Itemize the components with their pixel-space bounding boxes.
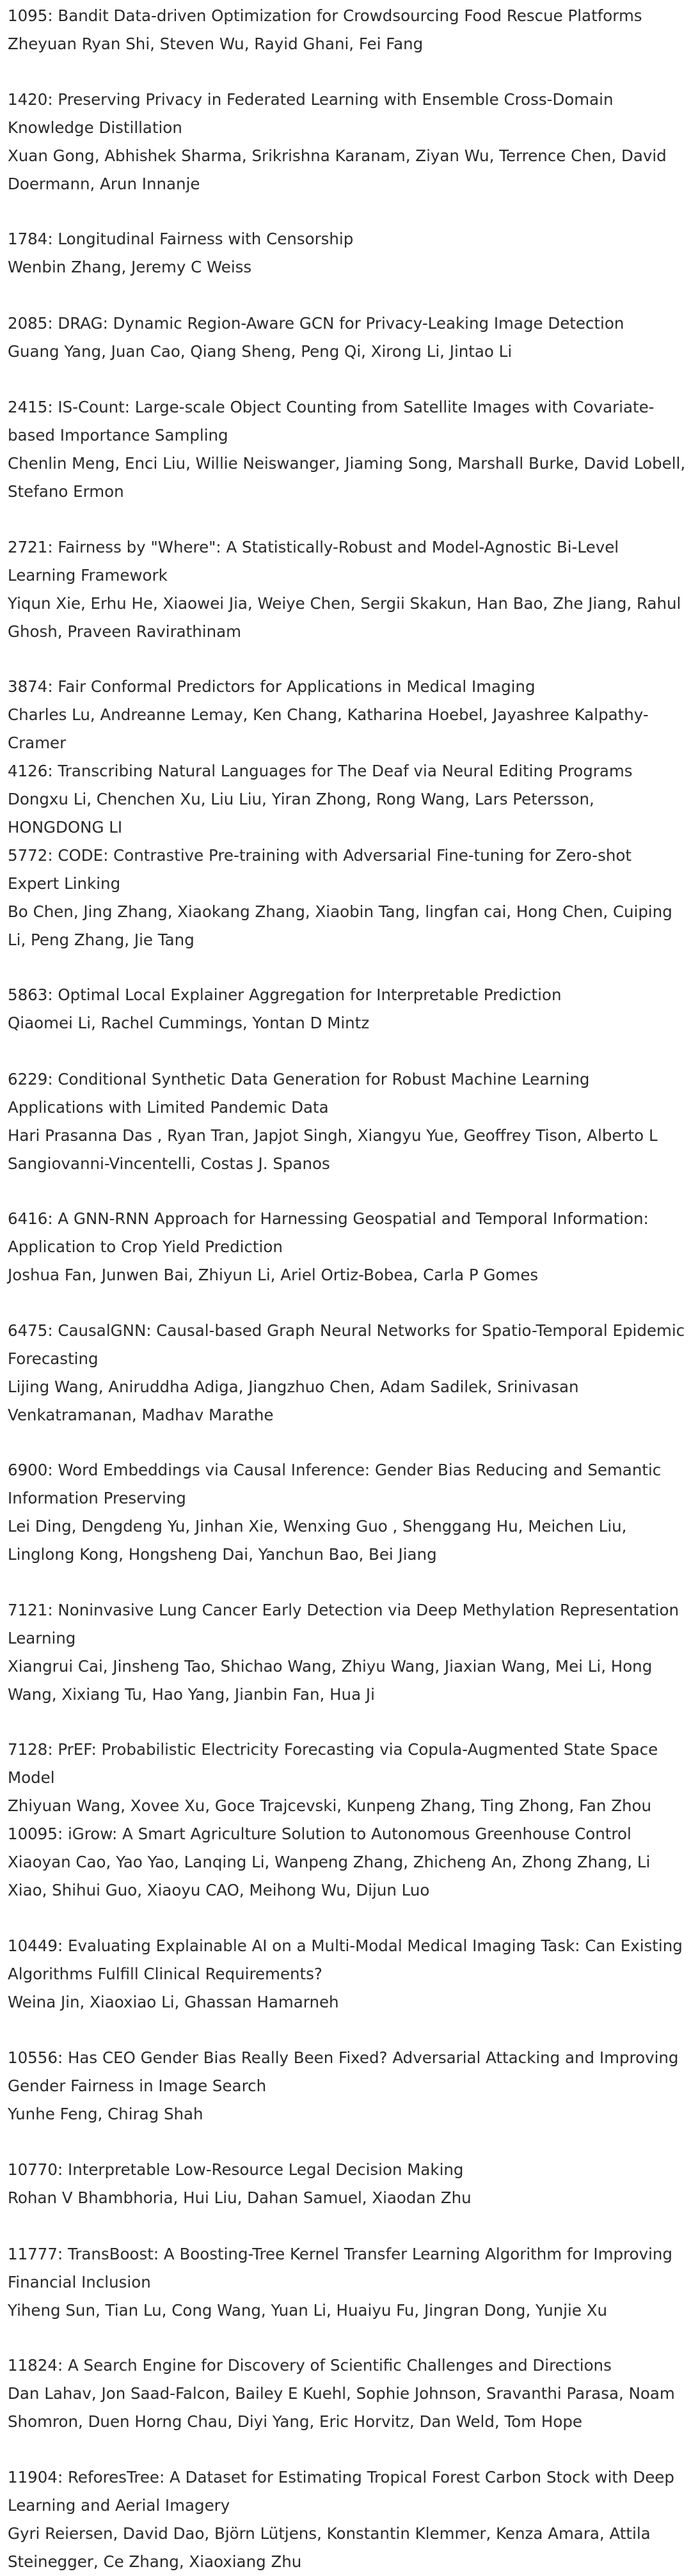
paper-title: 11904: ReforesTree: A Dataset for Estimating Tropical Forest Carbon Stock with Deep Learning and Aerial Imagery: [8, 2468, 674, 2515]
paper-entry: [8, 310, 686, 366]
paper-title: 4126: Transcribing Natural Languages for The Deaf via Neural Editing Programs: [8, 762, 633, 780]
paper-title: 1420: Preserving Privacy in Federated Learning with Ensemble Cross-Domain Knowledge Distillation: [8, 90, 614, 137]
paper-title: 10095: iGrow: A Smart Agriculture Solution to Autonomous Greenhouse Control: [8, 1825, 631, 1843]
paper-authors: Dan Lahav, Jon Saad-Falcon, Bailey E Kuehl, Sophie Johnson, Sravanthi Parasa, Noam Shomron, Duen Horng Chau, Diyi Yang, Eric Horvitz, Dan Weld, Tom Hope: [8, 2384, 675, 2431]
paper-authors: Guang Yang, Juan Cao, Qiang Sheng, Peng Qi, Xirong Li, Jintao Li: [8, 342, 512, 361]
paper-title: 7121: Noninvasive Lung Cancer Early Detection via Deep Methylation Representation Learning: [8, 1601, 679, 1647]
paper-entry: [8, 1317, 686, 1429]
paper-authors: Xiangrui Cai, Jinsheng Tao, Shichao Wang, Zhiyu Wang, Jiaxian Wang, Mei Li, Hong Wang, Xixiang Tu, Hao Yang, Jianbin Fan, Hua Ji: [8, 1657, 653, 1704]
paper-authors: Bo Chen, Jing Zhang, Xiaokang Zhang, Xiaobin Tang, lingfan cai, Hong Chen, Cuiping Li, Peng Zhang, Jie Tang: [8, 902, 672, 949]
paper-entry: [8, 673, 686, 757]
paper-entry: [8, 393, 686, 506]
paper-entry: [8, 2156, 686, 2212]
paper-entry: [8, 1205, 686, 1289]
paper-authors: Zheyuan Ryan Shi, Steven Wu, Rayid Ghani, Fei Fang: [8, 35, 424, 53]
paper-title: 10556: Has CEO Gender Bias Really Been Fixed? Adversarial Attacking and Improving Gender Fairness in Image Search: [8, 2048, 679, 2095]
paper-title: 2721: Fairness by "Where": A Statistically-Robust and Model-Agnostic Bi-Level Learning Framework: [8, 538, 619, 585]
paper-authors: Lijing Wang, Aniruddha Adiga, Jiangzhuo Chen, Adam Sadilek, Srinivasan Venkatramanan, Madhav Marathe: [8, 1378, 579, 1424]
paper-title: 1095: Bandit Data-driven Optimization for Crowdsourcing Food Rescue Platforms: [8, 6, 642, 25]
paper-title: 7128: PrEF: Probabilistic Electricity Forecasting via Copula-Augmented State Space Model: [8, 1740, 658, 1787]
paper-entry: [8, 1596, 686, 1709]
paper-title: 11777: TransBoost: A Boosting-Tree Kernel Transfer Learning Algorithm for Improving Financial Inclusion: [8, 2245, 672, 2291]
paper-entry: [8, 533, 686, 646]
paper-authors: Rohan V Bhambhoria, Hui Liu, Dahan Samuel, Xiaodan Zhu: [8, 2188, 472, 2207]
paper-title: 6416: A GNN-RNN Approach for Harnessing Geospatial and Temporal Information: Application to Crop Yield Prediction: [8, 1209, 649, 1256]
paper-title: 11824: A Search Engine for Discovery of Scientific Challenges and Directions: [8, 2356, 612, 2375]
paper-title: 1784: Longitudinal Fairness with Censorship: [8, 230, 354, 248]
paper-title: 6900: Word Embeddings via Causal Inference: Gender Bias Reducing and Semantic Information Preserving: [8, 1461, 662, 1507]
paper-authors: Xuan Gong, Abhishek Sharma, Srikrishna Karanam, Ziyan Wu, Terrence Chen, David Doermann, Arun Innanje: [8, 146, 667, 193]
paper-authors: Yunhe Feng, Chirag Shah: [8, 2105, 203, 2123]
paper-entry: [8, 2463, 686, 2576]
paper-authors: Qiaomei Li, Rachel Cummings, Yontan D Mintz: [8, 1014, 370, 1032]
paper-authors: Joshua Fan, Junwen Bai, Zhiyun Li, Ariel Ortiz-Bobea, Carla P Gomes: [8, 1266, 539, 1284]
paper-authors: Yiheng Sun, Tian Lu, Cong Wang, Yuan Li, Huaiyu Fu, Jingran Dong, Yunjie Xu: [8, 2301, 608, 2320]
paper-authors: Lei Ding, Dengdeng Yu, Jinhan Xie, Wenxing Guo , Shenggang Hu, Meichen Liu, Linglong Kong, Hongsheng Dai, Yanchun Bao, Bei Jiang: [8, 1517, 627, 1564]
paper-authors: Hari Prasanna Das , Ryan Tran, Japjot Singh, Xiangyu Yue, Geoffrey Tison, Alberto L Sangiovanni-Vincentelli, Costas J. Spanos: [8, 1126, 658, 1173]
paper-authors: Yiqun Xie, Erhu He, Xiaowei Jia, Weiye Chen, Sergii Skakun, Han Bao, Zhe Jiang, Rahul Ghosh, Praveen Ravirathinam: [8, 594, 681, 641]
paper-entry: [8, 1820, 686, 1905]
paper-entry: [8, 1065, 686, 1178]
paper-title: 2415: IS-Count: Large-scale Object Counting from Satellite Images with Covariate-based Importance Sampling: [8, 398, 655, 444]
paper-authors: Chenlin Meng, Enci Liu, Willie Neiswanger, Jiaming Song, Marshall Burke, David Lobell, Stefano Ermon: [8, 454, 686, 501]
paper-authors: Gyri Reiersen, David Dao, Björn Lütjens, Konstantin Klemmer, Kenza Amara, Attila Steinegger, Ce Zhang, Xiaoxiang Zhu: [8, 2524, 651, 2571]
paper-authors: Wenbin Zhang, Jeremy C Weiss: [8, 258, 252, 276]
paper-entry: [8, 757, 686, 842]
paper-entry: [8, 981, 686, 1037]
paper-title: 2085: DRAG: Dynamic Region-Aware GCN for Privacy-Leaking Image Detection: [8, 314, 624, 333]
paper-entry: [8, 2044, 686, 2128]
paper-title: 6475: CausalGNN: Causal-based Graph Neural Networks for Spatio-Temporal Epidemic Forecasting: [8, 1321, 685, 1368]
paper-entry: [8, 1736, 686, 1820]
paper-authors: Xiaoyan Cao, Yao Yao, Lanqing Li, Wanpeng Zhang, Zhicheng An, Zhong Zhang, Li Xiao, Shihui Guo, Xiaoyu CAO, Meihong Wu, Dijun Luo: [8, 1853, 651, 1899]
paper-title: 5863: Optimal Local Explainer Aggregation for Interpretable Prediction: [8, 986, 562, 1004]
paper-authors: Zhiyuan Wang, Xovee Xu, Goce Trajcevski, Kunpeng Zhang, Ting Zhong, Fan Zhou: [8, 1796, 652, 1815]
paper-entry: [8, 2, 686, 58]
paper-entry: [8, 2352, 686, 2436]
paper-entry: [8, 2240, 686, 2325]
paper-entry: [8, 1932, 686, 2016]
paper-authors: Charles Lu, Andreanne Lemay, Ken Chang, Katharina Hoebel, Jayashree Kalpathy-Cramer: [8, 705, 649, 752]
paper-title: 3874: Fair Conformal Predictors for Applications in Medical Imaging: [8, 677, 536, 696]
paper-title: 10449: Evaluating Explainable AI on a Multi-Modal Medical Imaging Task: Can Existing Algorithms Fulfill Clinical Requirements?: [8, 1936, 683, 1983]
paper-entry: [8, 86, 686, 198]
paper-title: 6229: Conditional Synthetic Data Generation for Robust Machine Learning Applications with Limited Pandemic Data: [8, 1070, 590, 1117]
paper-entry: [8, 225, 686, 281]
paper-authors: Dongxu Li, Chenchen Xu, Liu Liu, Yiran Zhong, Rong Wang, Lars Petersson, HONGDONG LI: [8, 790, 594, 836]
paper-authors: Weina Jin, Xiaoxiao Li, Ghassan Hamarneh: [8, 1993, 339, 2011]
paper-entry: [8, 842, 686, 954]
paper-entry: [8, 1456, 686, 1569]
paper-title: 5772: CODE: Contrastive Pre-training with Adversarial Fine-tuning for Zero-shot Expert Linking: [8, 846, 632, 893]
paper-title: 10770: Interpretable Low-Resource Legal Decision Making: [8, 2160, 464, 2179]
